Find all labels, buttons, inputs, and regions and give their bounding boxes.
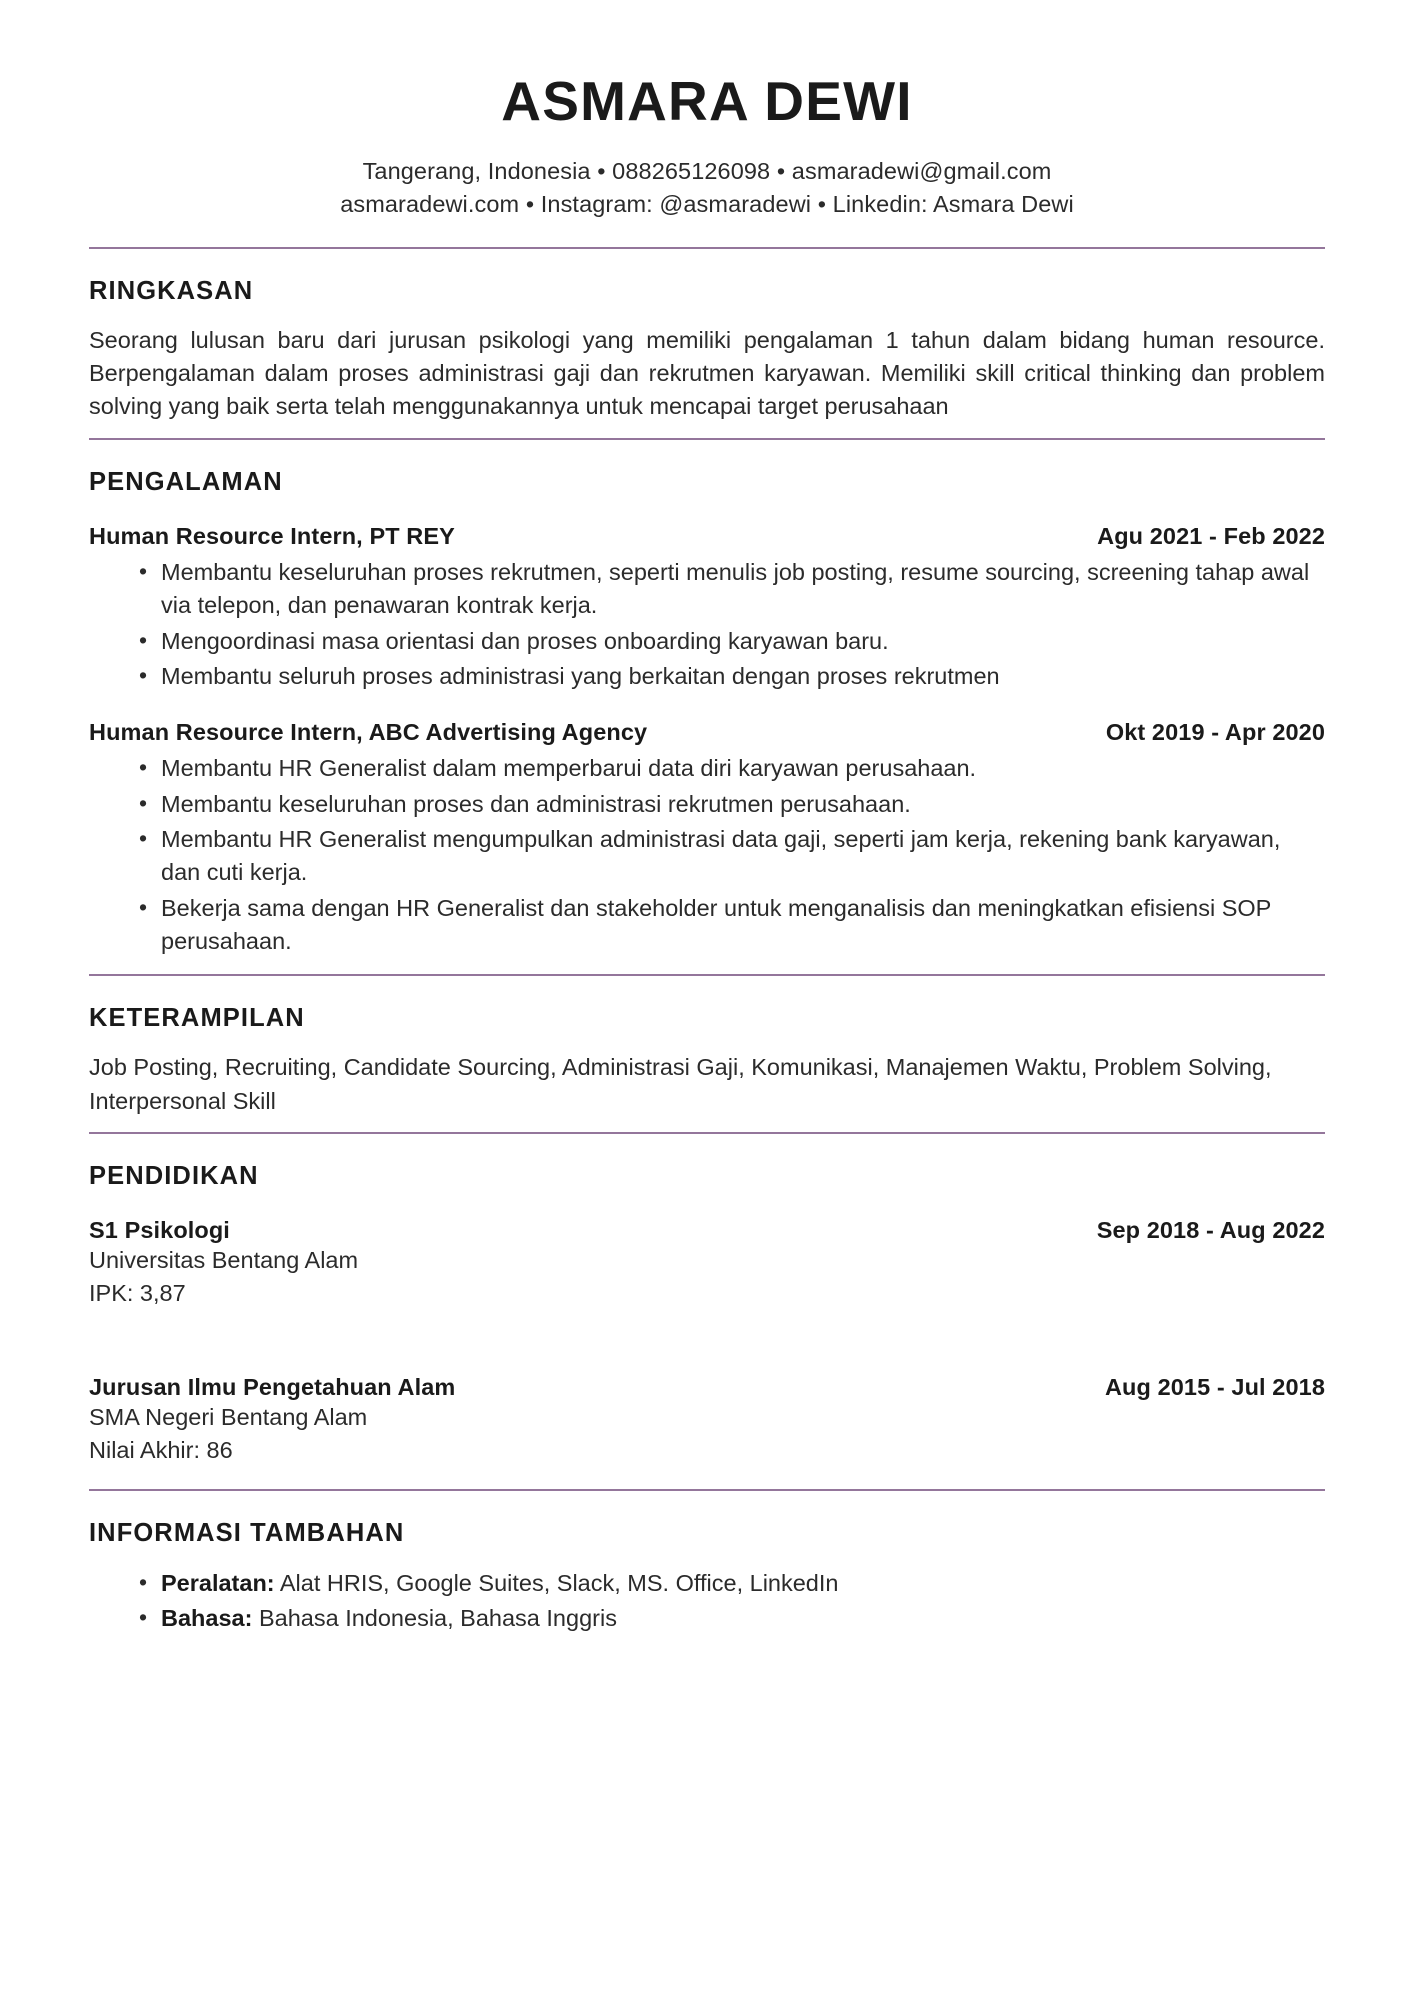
education-heading: PENDIDIKAN bbox=[89, 1162, 259, 1191]
spacer bbox=[89, 424, 1325, 438]
skills-heading: KETERAMPILAN bbox=[89, 1004, 305, 1033]
divider-education bbox=[89, 1489, 1325, 1491]
section-skills bbox=[89, 1004, 1325, 1118]
divider-header bbox=[89, 247, 1325, 249]
experience-job-title: Human Resource Intern, ABC Advertising Agency bbox=[89, 719, 648, 746]
list-item: • Mengoordinasi masa orientasi dan proses onboarding karyawan baru. bbox=[139, 625, 1325, 658]
spacer bbox=[89, 1118, 1325, 1132]
divider-skills bbox=[89, 1132, 1325, 1134]
spacer bbox=[89, 960, 1325, 974]
additional-info-heading: INFORMASI TAMBAHAN bbox=[89, 1518, 405, 1547]
spacer bbox=[89, 1310, 1325, 1348]
experience-entry bbox=[89, 523, 1325, 693]
education-entry bbox=[89, 1374, 1325, 1467]
experience-heading: PENGALAMAN bbox=[89, 467, 283, 496]
education-date-range: Sep 2018 - Aug 2022 bbox=[1096, 1217, 1325, 1244]
education-entry-header bbox=[89, 1217, 1325, 1244]
education-degree: Jurusan Ilmu Pengetahuan Alam bbox=[89, 1373, 456, 1400]
divider-experience bbox=[89, 974, 1325, 976]
experience-job-title: Human Resource Intern, PT REY bbox=[89, 522, 455, 549]
experience-date-range: Okt 2019 - Apr 2020 bbox=[1105, 719, 1325, 746]
experience-entry bbox=[89, 719, 1325, 958]
education-score: IPK: 3,87 bbox=[89, 1280, 186, 1306]
divider-summary bbox=[89, 438, 1325, 440]
contact-line-primary: Tangerang, Indonesia • 088265126098 • asmaradewi@gmail.com bbox=[362, 158, 1052, 184]
list-item: • Membantu keseluruhan proses dan administrasi rekrutmen perusahaan. bbox=[139, 788, 1325, 821]
list-item bbox=[139, 1566, 1325, 1601]
section-experience bbox=[89, 468, 1325, 959]
summary-heading: RINGKASAN bbox=[89, 276, 254, 305]
additional-info-list bbox=[89, 1566, 1325, 1637]
contact-line-secondary: asmaradewi.com • Instagram: @asmaradewi • Linkedin: Asmara Dewi bbox=[340, 191, 1074, 218]
list-item: • Membantu seluruh proses administrasi yang berkaitan dengan proses rekrutmen bbox=[139, 660, 1325, 693]
additional-info-label: Peralatan: bbox=[161, 1569, 275, 1596]
list-item bbox=[139, 1601, 1325, 1636]
list-item: • Bekerja sama dengan HR Generalist dan stakeholder untuk menganalisis dan meningkatkan efisiensi SOP perusahaan. bbox=[139, 892, 1325, 959]
education-degree: S1 Psikologi bbox=[89, 1217, 230, 1244]
list-item: • Membantu keseluruhan proses rekrutmen, seperti menulis job posting, resume sourcing, screening tahap awal via telepon, dan penawaran kontrak kerja. bbox=[139, 556, 1325, 623]
candidate-name: ASMARA DEWI bbox=[501, 70, 913, 132]
skills-text: Job Posting, Recruiting, Candidate Sourcing, Administrasi Gaji, Komunikasi, Manajemen Waktu, Problem Solving, Interpersonal Skill bbox=[89, 1054, 1272, 1114]
education-date-range: Aug 2015 - Jul 2018 bbox=[1104, 1373, 1325, 1400]
education-entry-header bbox=[89, 1374, 1325, 1401]
experience-date-range: Agu 2021 - Feb 2022 bbox=[1097, 522, 1325, 549]
list-item: • Membantu HR Generalist dalam memperbarui data diri karyawan perusahaan. bbox=[139, 752, 1325, 785]
section-additional-info bbox=[89, 1519, 1325, 1637]
resume-header bbox=[89, 0, 1325, 222]
section-education bbox=[89, 1162, 1325, 1467]
experience-entry-header bbox=[89, 719, 1325, 746]
additional-info-label: Bahasa: bbox=[161, 1604, 253, 1631]
section-summary bbox=[89, 277, 1325, 424]
education-entry bbox=[89, 1217, 1325, 1310]
experience-entry-header bbox=[89, 523, 1325, 550]
experience-bullet-list bbox=[89, 556, 1325, 693]
summary-text: Seorang lulusan baru dari jurusan psikologi yang memiliki pengalaman 1 tahun dalam bidang human resource. Berpengalaman dalam proses administrasi gaji dan rekrutmen karyawan. Memiliki skill critical thinking dan problem solving yang baik serta telah menggunakannya untuk mencapai target perusahaan bbox=[89, 326, 1325, 420]
list-item: • Membantu HR Generalist mengumpulkan administrasi data gaji, seperti jam kerja, rekening bank karyawan, dan cuti kerja. bbox=[139, 823, 1325, 890]
experience-bullet-list bbox=[89, 752, 1325, 958]
additional-info-value: Alat HRIS, Google Suites, Slack, MS. Office, LinkedIn bbox=[274, 1569, 839, 1596]
additional-info-value: Bahasa Indonesia, Bahasa Inggris bbox=[252, 1604, 617, 1631]
education-school: SMA Negeri Bentang Alam bbox=[89, 1403, 368, 1430]
education-school: Universitas Bentang Alam bbox=[89, 1247, 359, 1274]
spacer bbox=[89, 1467, 1325, 1489]
education-score: Nilai Akhir: 86 bbox=[89, 1436, 233, 1463]
